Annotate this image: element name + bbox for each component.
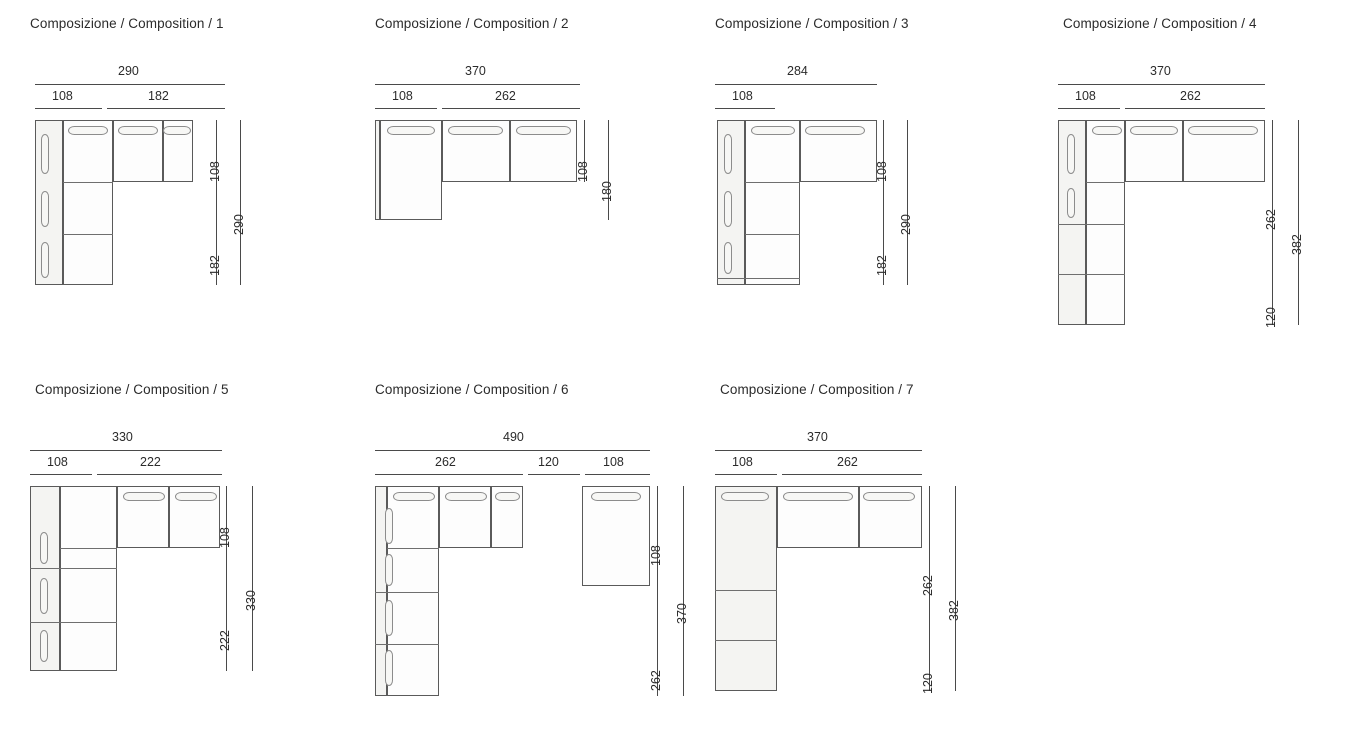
dim-total-width: 370 [807,430,828,444]
seat-divider [63,182,113,183]
dim-line-seg2 [442,108,580,109]
dim-line-total [375,84,580,85]
seat-divider [1086,182,1125,183]
dim-line-total [1058,84,1265,85]
composition-1 [30,16,330,316]
seat-divider [745,234,800,235]
back-cushion [445,492,487,501]
back-cushion [1092,126,1122,135]
back-cushion [721,492,769,501]
side-cushion [1067,134,1075,174]
back-cushion [393,492,435,501]
dim-total-width: 370 [1150,64,1171,78]
composition-title: Composizione / Composition / 4 [1063,16,1257,31]
dim-line-seg1 [1058,108,1120,109]
seat-divider [375,644,439,645]
sofa-right-unit [582,486,650,586]
dim-depth-2: 120 [1264,307,1278,328]
side-cushion [41,191,49,227]
dim-line-depth-2 [226,548,227,671]
dim-depth-total: 382 [947,600,961,621]
back-cushion [1188,126,1258,135]
composition-title: Composizione / Composition / 1 [30,16,224,31]
dim-total-width: 370 [465,64,486,78]
dim-seg-2: 262 [495,89,516,103]
dim-depth-2: 182 [208,255,222,276]
back-cushion [163,126,191,135]
seat-divider [63,234,113,235]
dim-seg-1: 108 [47,455,68,469]
dim-depth-1: 262 [921,575,935,596]
dim-seg-1: 108 [732,455,753,469]
side-cushion [724,134,732,174]
dim-seg-3: 108 [603,455,624,469]
dim-line-seg3 [585,474,650,475]
back-cushion [448,126,503,135]
side-cushion [385,554,393,586]
base-line [717,278,800,279]
back-cushion [68,126,108,135]
seat-divider [1058,274,1125,275]
side-cushion [40,630,48,662]
composition-title: Composizione / Composition / 5 [35,382,229,397]
dim-line-seg2 [528,474,580,475]
seat-divider [30,622,117,623]
side-cushion [385,650,393,686]
sofa-chaise [387,486,439,696]
dim-seg-1: 108 [52,89,73,103]
sofa-chaise [380,120,442,220]
sofa-chaise [745,120,800,285]
dim-line-depth-total [240,120,241,285]
dim-depth-1: 262 [1264,209,1278,230]
back-cushion [118,126,158,135]
dim-total-width: 330 [112,430,133,444]
dim-line-depth-total [907,120,908,285]
dim-seg-1: 108 [392,89,413,103]
composition-7 [715,382,1015,702]
composition-title: Composizione / Composition / 3 [715,16,909,31]
side-cushion [724,191,732,227]
dim-total-width: 284 [787,64,808,78]
back-cushion [783,492,853,501]
dim-line-depth-total [1298,120,1299,325]
dim-line-seg1 [715,474,777,475]
dim-seg-2: 222 [140,455,161,469]
dim-depth-1: 108 [218,527,232,548]
dim-line-total [35,84,225,85]
dim-line-seg1 [30,474,92,475]
sofa-left-arm-column [35,120,63,285]
seat-divider [715,590,777,591]
composition-6 [375,382,705,702]
back-cushion [175,492,217,501]
dim-depth-total: 290 [899,214,913,235]
composition-4 [1058,16,1348,336]
dim-seg-2: 262 [837,455,858,469]
dim-line-seg1 [715,108,775,109]
side-cushion [1067,188,1075,218]
dim-line-total [715,84,877,85]
dim-line-seg2 [782,474,922,475]
side-cushion [385,600,393,636]
composition-title: Composizione / Composition / 2 [375,16,569,31]
dim-depth-1: 108 [208,161,222,182]
back-cushion [516,126,571,135]
back-cushion [751,126,795,135]
sofa-chaise [60,486,117,671]
back-cushion [1130,126,1178,135]
dim-seg-2: 262 [1180,89,1201,103]
side-cushion [40,578,48,614]
dim-line-total [375,450,650,451]
dim-depth-total: 370 [675,603,689,624]
dim-line-depth-total [955,486,956,691]
sofa-chaise [63,120,113,285]
dim-line-seg1 [375,108,437,109]
dim-seg-2: 182 [148,89,169,103]
back-cushion [805,126,865,135]
dim-depth-2: 182 [875,255,889,276]
side-cushion [40,532,48,564]
dim-depth-total: 290 [232,214,246,235]
dim-line-seg1 [375,474,523,475]
dim-depth-1: 108 [875,161,889,182]
composition-3 [715,16,1015,316]
seat-divider [745,182,800,183]
seat-divider [1058,224,1125,225]
dim-line-total [715,450,922,451]
sofa-chaise [715,486,777,691]
dim-total-width: 490 [503,430,524,444]
dim-line-depth-total [608,120,609,220]
dim-seg-1: 108 [1075,89,1096,103]
back-cushion [591,492,641,501]
seat-divider [30,568,117,569]
dim-depth-total: 180 [600,181,614,202]
dim-depth-1: 108 [649,545,663,566]
side-cushion [41,242,49,278]
side-cushion [385,508,393,544]
dim-depth-total: 330 [244,590,258,611]
dim-line-depth-total [683,486,684,696]
composition-title: Composizione / Composition / 6 [375,382,569,397]
dim-seg-1: 262 [435,455,456,469]
sofa-chaise [1086,120,1125,325]
back-cushion [387,126,435,135]
seat-divider [387,548,439,549]
dim-line-seg2 [1125,108,1265,109]
back-cushion [863,492,915,501]
dim-line-depth-1 [657,486,658,586]
dim-depth-total: 382 [1290,234,1304,255]
dim-depth-2: 222 [218,630,232,651]
seat-divider [60,548,117,549]
dim-seg-2: 120 [538,455,559,469]
dim-line-seg2 [107,108,225,109]
dim-line-depth-total [252,486,253,671]
back-cushion [495,492,520,501]
seat-divider [715,640,777,641]
back-cushion [123,492,165,501]
composition-title: Composizione / Composition / 7 [720,382,914,397]
side-cushion [41,134,49,174]
side-cushion [724,242,732,274]
composition-2 [375,16,695,316]
dim-line-seg2 [97,474,222,475]
dim-depth-2: 262 [649,670,663,691]
dim-depth-2: 120 [921,673,935,694]
dim-line-depth-1 [929,486,930,641]
dim-line-depth-1 [1272,120,1273,275]
seat-divider [375,592,439,593]
dim-seg-1: 108 [732,89,753,103]
dim-line-total [30,450,222,451]
dim-total-width: 290 [118,64,139,78]
composition-5 [30,382,330,702]
dim-depth-1: 108 [576,161,590,182]
dim-line-seg1 [35,108,102,109]
